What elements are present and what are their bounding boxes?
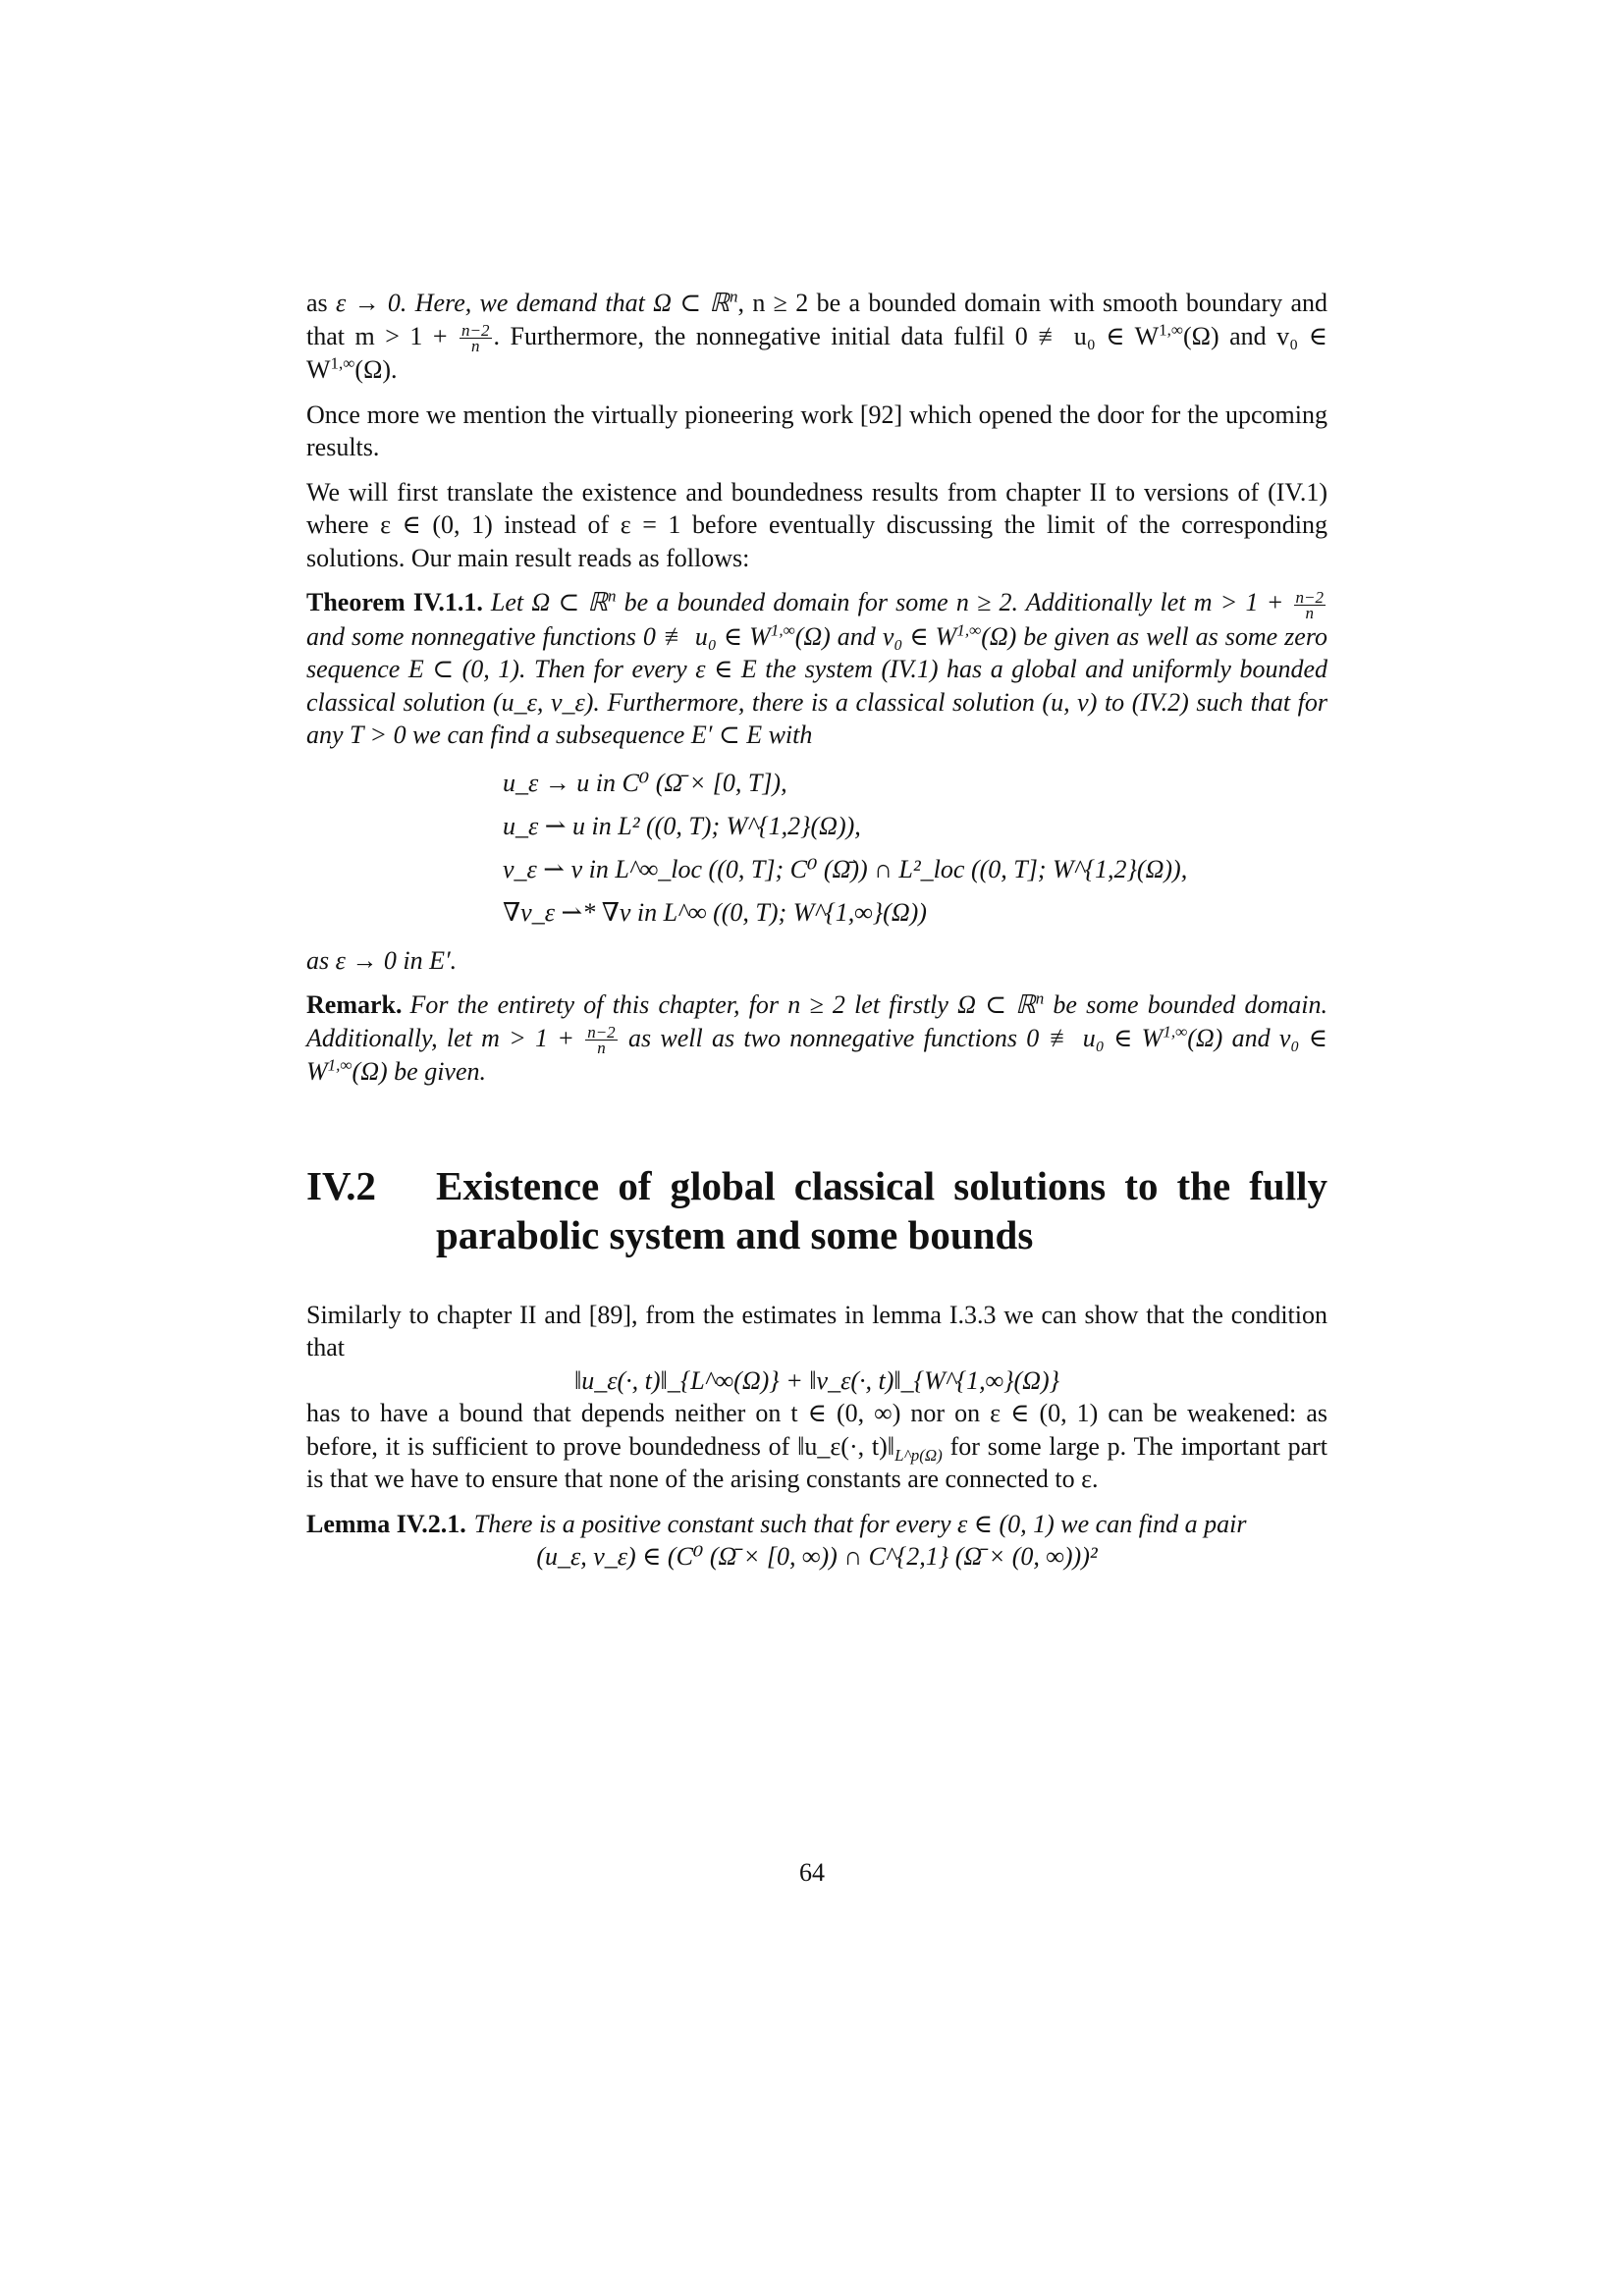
paragraph-bound: [306, 1397, 1327, 1496]
section-title: Existence of global classical solutions to the fully parabolic system and some bounds: [436, 1162, 1327, 1257]
text: be some bounded domain. Additionally, let m > 1 +: [306, 990, 1327, 1052]
text: has to have a bound that depends neither on t ∈ (0, ∞) nor on ε ∈ (0, 1) can be weakened: as before, it is sufficient to prove boundedness of ‖u_ε(·, t)‖: [306, 1399, 1327, 1461]
numerator: n−2: [461, 321, 490, 341]
sup: 1,∞: [770, 619, 795, 639]
remark-block: [306, 988, 1327, 1089]
text: There is a positive constant such that for every ε ∈ (0, 1) we can find a pair: [473, 1509, 1247, 1538]
convergence-line: u_ε ⇀ u in L² ((0, T); W^{1,2}(Ω)),: [503, 811, 861, 840]
text: . Furthermore, the nonnegative initial data fulfil 0 ≢ u₀ ∈ W: [493, 321, 1160, 350]
sup: n: [607, 586, 617, 606]
text: ε → 0. Here, we demand that Ω ⊂ ℝ: [336, 289, 731, 317]
text: (Ω) and v₀ ∈ W: [306, 321, 1327, 385]
text: (Ω) and v₀ ∈ W: [794, 621, 957, 651]
paragraph-pioneering: Once more we mention the virtually pioneering work [92] which opened the door for the upcoming results.: [306, 400, 1327, 462]
text: as: [306, 289, 328, 317]
section-number: IV.2: [306, 1162, 377, 1208]
section-heading: [306, 1161, 1327, 1259]
page-content: [306, 287, 1327, 1574]
theorem-label: Theorem IV.1.1.: [306, 588, 483, 617]
sup: 1,∞: [1159, 319, 1183, 339]
convergence-display: [503, 762, 1327, 934]
fraction: [460, 321, 491, 356]
sup: 1,∞: [956, 619, 982, 639]
paragraph-intro: [306, 287, 1327, 387]
numerator: n−2: [1295, 587, 1324, 607]
denominator: n: [471, 337, 480, 356]
denominator: n: [597, 1039, 606, 1058]
text: (Ω) be given as well as some zero sequence E ⊂ (0, 1). Then for every ε ∈ E the system (IV.1) has a global and uniformly bounded classical solution (u_ε, v_ε). Furthermore, there is a classical solution (u, v) to (IV.2) such that for any T > 0 we can find a subsequence E′ ⊂ E with: [306, 621, 1327, 750]
text: Let Ω ⊂ ℝ: [490, 588, 608, 617]
convergence-line: v_ε ⇀ v in L^∞_loc ((0, T]; C⁰ (Ω̄)) ∩ L²_loc ((0, T]; W^{1,2}(Ω)),: [503, 854, 1188, 883]
lemma-formula: (u_ε, v_ε) ∈ (C⁰ (Ω̄ × [0, ∞)) ∩ C^{2,1} (Ω̄ × (0, ∞)))²: [536, 1542, 1098, 1572]
text: (Ω).: [354, 355, 398, 385]
remark-label: Remark.: [306, 990, 403, 1020]
sup: n: [1035, 988, 1045, 1008]
fraction: [585, 1023, 617, 1058]
text: (Ω) be given.: [352, 1057, 487, 1087]
fraction: [1294, 587, 1326, 622]
text: as well as two nonnegative functions 0 ≢ u₀ ∈ W: [619, 1023, 1164, 1052]
norm-formula: ‖u_ε(·, t)‖_{L^∞(Ω)} + ‖v_ε(·, t)‖_{W^{1,∞}(Ω)}: [573, 1365, 1060, 1395]
lemma-label: Lemma IV.2.1.: [306, 1509, 466, 1538]
convergence-line: u_ε → u in C⁰ (Ω̄ × [0, T]),: [503, 768, 787, 797]
text: and some nonnegative functions 0 ≢ u₀ ∈ W: [306, 621, 771, 651]
sub: L^p(Ω): [894, 1445, 943, 1465]
theorem-block: [306, 586, 1327, 977]
sup: 1,∞: [330, 353, 355, 373]
denominator: n: [1305, 603, 1314, 622]
page-number: 64: [799, 1858, 825, 1887]
paragraph-similarly: Similarly to chapter II and [89], from the estimates in lemma I.3.3 we can show that the condition that: [306, 1300, 1327, 1362]
text: (Ω) and v₀ ∈ W: [306, 1023, 1327, 1087]
theorem-end: as ε → 0 in E′.: [306, 945, 458, 975]
text: For the entirety of this chapter, for n ≥ 2 let firstly Ω ⊂ ℝ: [409, 990, 1036, 1020]
paragraph-translate: We will first translate the existence and boundedness results from chapter II to versions of (IV.1) where ε ∈ (0, 1) instead of ε = 1 before eventually discussing the limit of the corresponding solutions. Our main result reads as follows:: [306, 477, 1327, 572]
numerator: n−2: [587, 1023, 616, 1042]
lemma-block: [306, 1508, 1327, 1574]
convergence-line: ∇v_ε ⇀* ∇v in L^∞ ((0, T); W^{1,∞}(Ω)): [503, 897, 927, 927]
sup: 1,∞: [1163, 1021, 1188, 1041]
sup: 1,∞: [327, 1055, 352, 1075]
text: be a bounded domain for some n ≥ 2. Additionally let m > 1 +: [616, 588, 1284, 617]
sup: n: [730, 287, 738, 306]
text: , n ≥ 2 be a bounded domain with smooth boundary and that m > 1 +: [306, 289, 1327, 350]
text: for some large p. The important part is that we have to ensure that none of the arising constants are connected to ε.: [306, 1431, 1327, 1494]
